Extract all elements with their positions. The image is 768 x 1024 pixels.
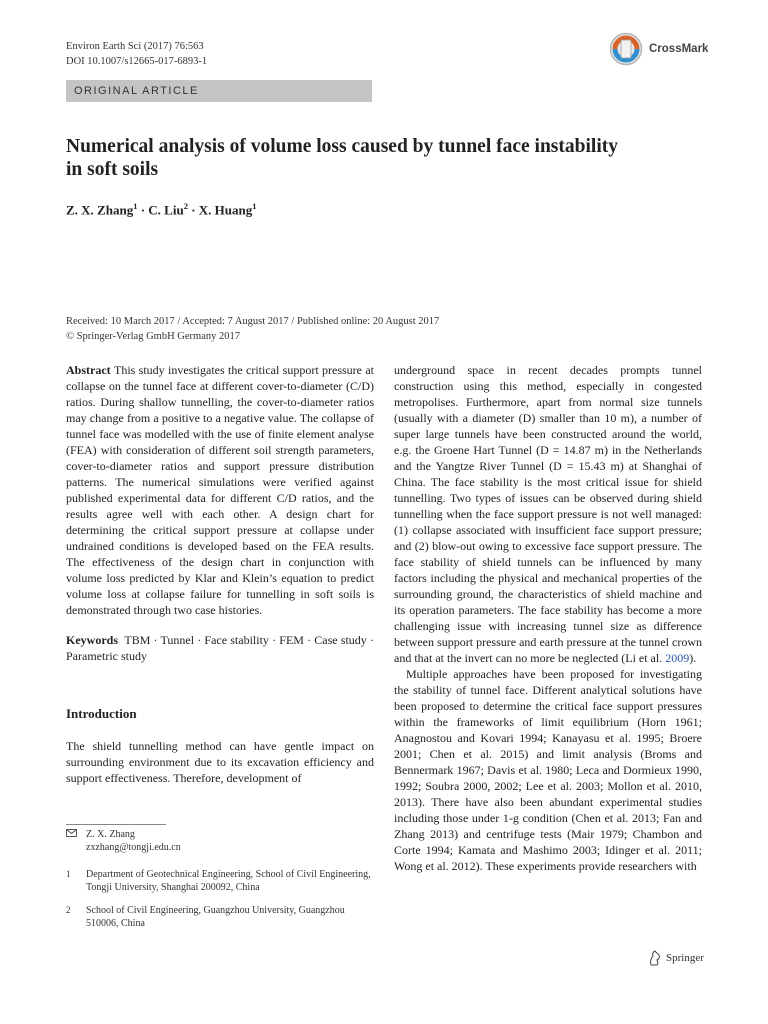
corresponding-author-email[interactable]: zxzhang@tongji.edu.cn xyxy=(86,842,181,853)
envelope-icon xyxy=(66,828,86,854)
abstract-text: This study investigates the critical support pressure at collapse on the tunnel face at different cover-to-diameter (C/D) ratios. During shallow tunnelling, the cover-to-diameter ratios may change from a positive to a negative value. The collapse of tunnel face was modelled with the use of finite element analyse (FEA) with consideration of different soil strength parameters, cover-to-diameter ratios and support pressure distribution patterns. The numerical simulations were verified against published experimental data for different C/D ratios, and the results agree well with each other. A design chart for determining the critical support pressure at collapse under undrained conditions is developed based on the FEA results. The effectiveness of the design chart in conjunction with volume loss predicted by Klar and Klein’s equation to predict volume loss at collapse failure for tunnelling in soft soils is demonstrated through two case histories. xyxy=(66,363,374,617)
springer-horse-icon xyxy=(648,950,662,966)
left-column xyxy=(66,362,374,786)
keywords-heading: Keywords xyxy=(66,633,118,647)
doi-link[interactable]: DOI 10.1007/s12665-017-6893-1 xyxy=(66,56,208,67)
footnote-divider xyxy=(66,824,166,825)
abstract-section xyxy=(66,362,374,618)
author-name[interactable]: X. Huang xyxy=(198,202,253,218)
publisher-name: Springer xyxy=(666,952,704,964)
affiliation-number: 2 xyxy=(66,905,71,915)
corresponding-author xyxy=(66,828,374,854)
article-type-banner: ORIGINAL ARTICLE xyxy=(66,80,372,102)
author-separator: · xyxy=(187,202,199,218)
author-name[interactable]: Z. X. Zhang xyxy=(66,202,134,218)
affiliation-text: School of Civil Engineering, Guangzhou University, Guangzhou 510006, China xyxy=(86,905,345,929)
keywords-text: TBM · Tunnel · Face stability · FEM · Case study · Parametric study xyxy=(66,633,374,663)
affiliation-text: Department of Geotechnical Engineering, School of Civil Engineering, Tongji University, Shanghai 200092, China xyxy=(86,869,371,893)
crossmark-icon xyxy=(609,32,643,66)
introduction-paragraph-continued xyxy=(394,362,702,666)
crossmark-badge[interactable] xyxy=(609,32,708,66)
affiliation-mark: 1 xyxy=(133,201,138,211)
author-list xyxy=(66,201,257,218)
publisher-footer xyxy=(648,950,704,966)
affiliation-number: 1 xyxy=(66,869,71,879)
title-line-1: Numerical analysis of volume loss caused by tunnel face instability xyxy=(66,136,618,157)
corresponding-author-name: Z. X. Zhang xyxy=(86,829,135,840)
affiliation-mark: 1 xyxy=(252,201,257,211)
abstract-heading: Abstract xyxy=(66,363,111,377)
introduction-paragraph: The shield tunnelling method can have gentle impact on surrounding environment due to its excavation efficiency and support effectiveness. Therefore, development of xyxy=(66,739,374,785)
keywords-section xyxy=(66,632,374,664)
author-separator: · xyxy=(137,202,149,218)
journal-citation: Environ Earth Sci (2017) 76:563 xyxy=(66,41,204,52)
copyright-line: © Springer-Verlag GmbH Germany 2017 xyxy=(66,331,240,342)
introduction-heading: Introduction xyxy=(66,706,137,721)
right-column xyxy=(394,362,702,874)
author-name[interactable]: C. Liu xyxy=(148,202,184,218)
publication-history xyxy=(66,314,439,344)
affiliation-2 xyxy=(66,904,374,930)
affiliation-1 xyxy=(66,868,374,894)
affiliation-mark: 2 xyxy=(183,201,188,211)
article-title xyxy=(66,135,706,181)
paragraph-text: ). xyxy=(689,651,697,665)
dates-line: Received: 10 March 2017 / Accepted: 7 August 2017 / Published online: 20 August 2017 xyxy=(66,316,440,327)
crossmark-label: CrossMark xyxy=(649,43,709,55)
title-line-2: in soft soils xyxy=(66,159,159,180)
citation-link[interactable]: 2009 xyxy=(665,651,690,665)
footnotes xyxy=(66,828,374,940)
introduction-paragraph-2: Multiple approaches have been proposed for investigating the stability of tunnel face. Different analytical solutions have been proposed to determine the critical face support pressures within the frameworks of limit equilibrium (Horn 1961; Anagnostou and Kovari 1994; Kanayasu et al. 1995; Broere 2001; Chen et al. 2015) and limit analysis (Broms and Bennermark 1967; Davis et al. 1980; Leca and Dormieux 1990, 1992; Soubra 2000, 2002; Lee et al. 2003; Mollon et al. 2010, 2013). There have also been abundant experimental studies including those under 1-g condition (Chen et al. 2013; Fan and Zhang 2013) and centrifuge tests (Mair 1979; Chambon and Corte 1994; Kamata and Mashimo 2003; Idinger et al. 2011; Wong et al. 2012). These experiments provide researchers with xyxy=(394,667,702,873)
paragraph-text: underground space in recent decades prompts tunnel construction using this method, especially in congested metropolises. Furthermore, apart from normal size tunnels (usually with a diameter (D) smaller than 10 m), a number of super large tunnels have been constructed around the world, e.g. the Groene Hart Tunnel (D = 14.87 m) in the Netherlands and the Yangtze River Tunnel (D = 15.43 m) at Shanghai of China. The face stability is the most critical issue for shield tunnelling. Two types of issues can be observed during shield tunnelling when the face support pressure is not well managed: (1) collapse associated with insufficient face support pressure; and (2) blow-out owing to excessive face support pressure. The face stability of shield tunnels can be influenced by many factors including the physical and mechanical properties of the surrounding ground, the characteristics of shield machine and its operation parameters. The face stability has become a more challenging issue with increasing tunnel size as difference between support pressure and earth pressure at the tunnel crown and that at the invert can no more be neglected (Li et al. xyxy=(394,363,702,665)
